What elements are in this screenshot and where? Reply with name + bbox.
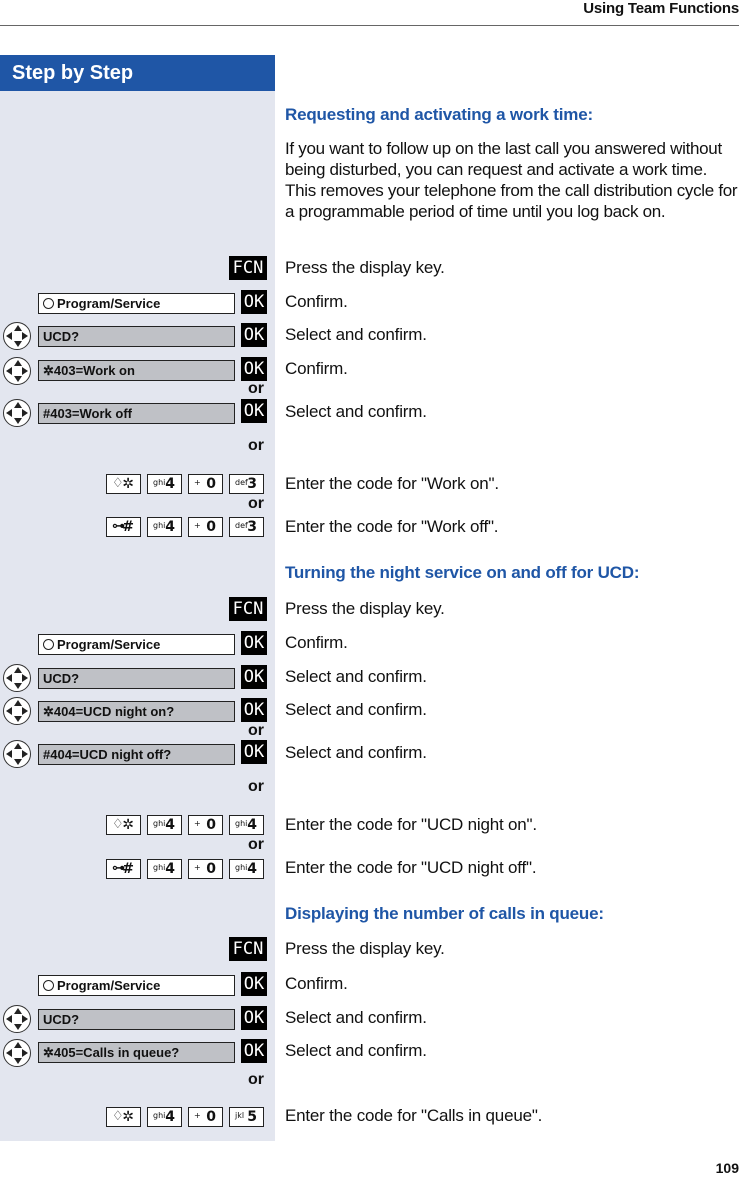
instruction-text: Confirm.: [285, 292, 348, 311]
ok-key[interactable]: OK: [241, 357, 267, 381]
key-0[interactable]: [188, 474, 223, 494]
ok-key[interactable]: OK: [241, 665, 267, 689]
fcn-display-key[interactable]: FCN: [229, 597, 267, 621]
ok-key[interactable]: OK: [241, 631, 267, 655]
header-divider: [0, 25, 739, 26]
key-letters: def: [235, 521, 248, 530]
key-digit: 4: [165, 476, 175, 492]
navigator-arrows-icon[interactable]: [3, 1039, 31, 1067]
key-digit: 4: [165, 817, 175, 833]
ok-key[interactable]: OK: [241, 972, 267, 996]
circle-icon: [43, 298, 54, 309]
display-ucd: UCD?: [38, 1009, 235, 1030]
key-letters: +: [194, 863, 201, 872]
navigator-arrows-icon[interactable]: [3, 740, 31, 768]
page-header-title: Using Team Functions: [583, 0, 739, 17]
display-ucd: UCD?: [38, 668, 235, 689]
dial-code-calls-in-queue: [106, 1107, 264, 1127]
key-digit: 0: [206, 476, 216, 492]
hash-key[interactable]: [106, 859, 141, 879]
key-digit: 3: [247, 476, 257, 492]
ok-key[interactable]: OK: [241, 740, 267, 764]
key-letters: jkl: [235, 1111, 245, 1120]
key-4[interactable]: [147, 1107, 182, 1127]
key-letters: ghi: [235, 863, 248, 872]
key-label: ✲: [122, 817, 134, 833]
instruction-text: Enter the code for "Calls in queue".: [285, 1106, 543, 1125]
key-digit: 0: [206, 1109, 216, 1125]
section-heading-work-time: Requesting and activating a work time:: [285, 105, 593, 124]
key-4[interactable]: [147, 474, 182, 494]
instruction-text: Select and confirm.: [285, 325, 427, 344]
display-work-off: #403=Work off: [38, 403, 235, 424]
display-ucd-night-on: ✲404=UCD night on?: [38, 701, 235, 722]
key-digit: 0: [206, 519, 216, 535]
instruction-text: Select and confirm.: [285, 1041, 427, 1060]
key-4[interactable]: [229, 859, 264, 879]
key-digit: 3: [247, 519, 257, 535]
dial-code-night-on: [106, 815, 264, 835]
bell-star-key-icon: ♢: [112, 817, 124, 832]
fcn-display-key[interactable]: FCN: [229, 256, 267, 280]
key-0[interactable]: [188, 1107, 223, 1127]
key-4[interactable]: [147, 859, 182, 879]
key-hash-icon: ⊶: [112, 519, 125, 534]
key-letters: ghi: [153, 1111, 166, 1120]
instruction-text: Enter the code for "Work on".: [285, 474, 499, 493]
key-letters: ghi: [153, 478, 166, 487]
section-heading-night-service: Turning the night service on and off for UCD:: [285, 563, 640, 582]
key-4[interactable]: [147, 815, 182, 835]
or-label: or: [248, 380, 264, 397]
circle-icon: [43, 980, 54, 991]
bell-star-key-icon: ♢: [112, 476, 124, 491]
star-key[interactable]: [106, 474, 141, 494]
key-letters: ghi: [153, 521, 166, 530]
dial-code-work-on: [106, 474, 264, 494]
display-ucd: UCD?: [38, 326, 235, 347]
display-text: Program/Service: [57, 978, 161, 993]
navigator-arrows-icon[interactable]: [3, 697, 31, 725]
key-digit: 4: [165, 1109, 175, 1125]
navigator-arrows-icon[interactable]: [3, 1005, 31, 1033]
display-program-service: [38, 634, 235, 655]
ok-key[interactable]: OK: [241, 323, 267, 347]
ok-key[interactable]: OK: [241, 290, 267, 314]
key-label: #: [122, 861, 134, 877]
navigator-arrows-icon[interactable]: [3, 357, 31, 385]
instruction-text: Select and confirm.: [285, 402, 427, 421]
key-3[interactable]: [229, 517, 264, 537]
key-letters: ghi: [235, 819, 248, 828]
intro-paragraph: If you want to follow up on the last call you answered without being disturbed, you can request and activate a work time. This removes your telephone from the call distribution cycle for a programmable period of time until you log back on.: [285, 139, 738, 221]
star-key[interactable]: [106, 815, 141, 835]
key-digit: 4: [247, 817, 257, 833]
instruction-text: Confirm.: [285, 974, 348, 993]
key-4[interactable]: [229, 815, 264, 835]
fcn-display-key[interactable]: FCN: [229, 937, 267, 961]
ok-key[interactable]: OK: [241, 1006, 267, 1030]
bell-star-key-icon: ♢: [112, 1109, 124, 1124]
dial-code-night-off: [106, 859, 264, 879]
key-digit: 5: [247, 1109, 257, 1125]
instruction-text: Press the display key.: [285, 258, 445, 277]
instruction-text: Select and confirm.: [285, 667, 427, 686]
instruction-text: Confirm.: [285, 359, 348, 378]
key-letters: ghi: [153, 819, 166, 828]
navigator-arrows-icon[interactable]: [3, 664, 31, 692]
key-letters: +: [194, 478, 201, 487]
key-4[interactable]: [147, 517, 182, 537]
or-label: or: [248, 437, 264, 454]
display-program-service: [38, 975, 235, 996]
key-letters: +: [194, 819, 201, 828]
key-label: ✲: [122, 1109, 134, 1125]
key-digit: 4: [247, 861, 257, 877]
key-0[interactable]: [188, 859, 223, 879]
navigator-arrows-icon[interactable]: [3, 399, 31, 427]
key-label: ✲: [122, 476, 134, 492]
key-letters: def: [235, 478, 248, 487]
page-number: 109: [715, 1160, 739, 1176]
or-label: or: [248, 495, 264, 512]
or-label: or: [248, 722, 264, 739]
ok-key[interactable]: OK: [241, 399, 267, 423]
or-label: or: [248, 1071, 264, 1088]
key-0[interactable]: [188, 517, 223, 537]
key-digit: 4: [165, 519, 175, 535]
key-hash-icon: ⊶: [112, 861, 125, 876]
display-program-service: [38, 293, 235, 314]
navigator-arrows-icon[interactable]: [3, 322, 31, 350]
key-letters: ghi: [153, 863, 166, 872]
instruction-text: Enter the code for "UCD night on".: [285, 815, 537, 834]
instruction-text: Press the display key.: [285, 599, 445, 618]
key-digit: 0: [206, 817, 216, 833]
instruction-text: Enter the code for "Work off".: [285, 517, 499, 536]
step-by-step-title: Step by Step: [0, 55, 275, 91]
circle-icon: [43, 639, 54, 650]
instruction-text: Press the display key.: [285, 939, 445, 958]
section-heading-calls-in-queue: Displaying the number of calls in queue:: [285, 904, 604, 923]
instruction-text: Select and confirm.: [285, 1008, 427, 1027]
hash-key[interactable]: [106, 517, 141, 537]
star-key[interactable]: [106, 1107, 141, 1127]
display-text: Program/Service: [57, 296, 161, 311]
key-label: #: [122, 519, 134, 535]
display-ucd-night-off: #404=UCD night off?: [38, 744, 235, 765]
ok-key[interactable]: OK: [241, 1039, 267, 1063]
instruction-text: Select and confirm.: [285, 743, 427, 762]
instruction-text: Select and confirm.: [285, 700, 427, 719]
or-label: or: [248, 778, 264, 795]
key-digit: 0: [206, 861, 216, 877]
display-text: Program/Service: [57, 637, 161, 652]
key-0[interactable]: [188, 815, 223, 835]
key-letters: +: [194, 521, 201, 530]
instruction-text: Enter the code for "UCD night off".: [285, 858, 537, 877]
key-digit: 4: [165, 861, 175, 877]
key-5[interactable]: [229, 1107, 264, 1127]
display-work-on: ✲403=Work on: [38, 360, 235, 381]
instruction-text: Confirm.: [285, 633, 348, 652]
display-calls-in-queue: ✲405=Calls in queue?: [38, 1042, 235, 1063]
ok-key[interactable]: OK: [241, 698, 267, 722]
dial-code-work-off: [106, 517, 264, 537]
key-3[interactable]: [229, 474, 264, 494]
or-label: or: [248, 836, 264, 853]
key-letters: +: [194, 1111, 201, 1120]
